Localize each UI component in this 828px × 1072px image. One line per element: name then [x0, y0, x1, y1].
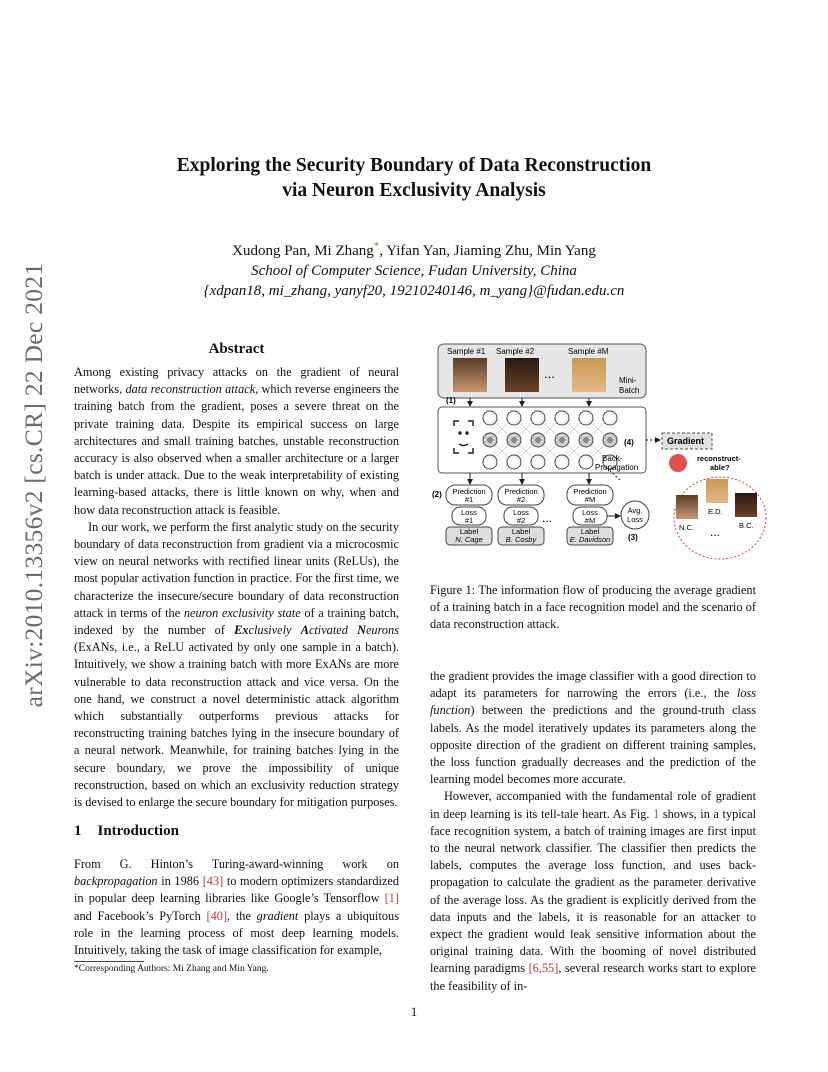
citation-link[interactable]: [6,: [528, 961, 542, 976]
section-heading-introduction: 1 Introduction: [74, 823, 179, 839]
svg-text:Avg.: Avg.: [627, 506, 643, 515]
svg-text:#1: #1: [464, 495, 474, 504]
abstract-paragraph-2: In our work, we perform the first analytic study on the security boundary of data reconstruction from gradient via a microcosmic view on neural networks with rectified linear units (ReLUs), the most popular activation function in practice. For the first time, we characterize the insecure/secure boundary of data reconstruction attack in terms of the neuron exclusivity state of a training batch, indexed by the number of Exclusively Activated Neurons (ExANs, i.e., a ReLU activated by only one sample in a batch). Intuitively, we show a training batch with more ExANs are more vulnerable to data reconstruction attack and vice versa. On the one hand, we construct a novel deterministic attack algorithm which substantially outperforms previous attacks for reconstructing training batches lying in the insecure boundary of a neural network. Meanwhile, for training batches lying in the secure boundary, we prove the impossibility of unique reconstruction, based on which an exclusivity reduction strategy is devised to enlarge the secure boundary for mitigation purposes.: [74, 519, 399, 810]
svg-text:Loss: Loss: [627, 515, 643, 524]
figure-1: [430, 340, 770, 562]
citation-link[interactable]: [43]: [202, 874, 224, 889]
recon-ellipsis: ...: [710, 525, 721, 539]
svg-text:Label: Label: [511, 527, 531, 536]
loss-ellipsis: ...: [542, 511, 553, 525]
svg-text:Loss: Loss: [582, 508, 598, 517]
figure-caption: Figure 1: The information flow of producing the average gradient of a training batch in a face recognition model and the scenario of data reconstruction attack.: [430, 583, 756, 632]
title-line-2: via Neuron Exclusivity Analysis: [282, 180, 546, 201]
gradient-label: Gradient: [667, 436, 705, 446]
svg-text:Prediction: Prediction: [573, 487, 607, 496]
author-list: Xudong Pan, Mi Zhang*, Yifan Yan, Jiaming Zhu, Min Yang: [232, 240, 596, 259]
arxiv-stamp: arXiv:2010.13356v2 [cs.CR] 22 Dec 2021: [19, 262, 48, 708]
sample-2-label: Sample #2: [496, 347, 535, 356]
minibatch-label-2: Batch: [619, 386, 640, 395]
citation-link[interactable]: [1]: [384, 891, 399, 906]
recon-label-ed: E.D.: [708, 507, 723, 516]
svg-text:#M: #M: [584, 516, 596, 525]
svg-text:#M: #M: [584, 495, 596, 504]
face-image-2: [505, 358, 539, 392]
step-2: (2): [432, 490, 442, 499]
title-line-1: Exploring the Security Boundary of Data Reconstruction: [176, 155, 652, 176]
recon-face-ed: [706, 479, 728, 503]
svg-text:B. Cosby: B. Cosby: [505, 535, 537, 544]
svg-text:#2: #2: [516, 495, 526, 504]
intro-body: [74, 856, 399, 959]
right-column-body: [430, 668, 756, 995]
svg-text:Label: Label: [580, 527, 600, 536]
recon-label-nc: N.C.: [679, 523, 694, 532]
footnote: *Corresponding Authors: Mi Zhang and Min Yang.: [74, 964, 269, 974]
right-paragraph-2: However, accompanied with the fundamental role of gradient in deep learning is its tell-tale heart. As Fig. 1 shows, in a typical face recognition system, a batch of training images are first input to the neural network classifier. The classifier then predicts the labels, computes the average loss function, and uses back-propagation to calculate the gradient as the parameter derivative of the average loss. As the gradient is explicitly derived from the data inputs and the labels, it is reasonable for an attacker to expect the gradient would leak sensitive information about the original training data. With the booming of novel distributed learning paradigms [6,55], several research works start to explore the feasibility of in-: [430, 789, 756, 993]
paper-title: [0, 153, 828, 203]
backprop-label-1: Back-: [602, 454, 623, 463]
devil-icon: [669, 454, 687, 472]
ellipsis: ...: [544, 366, 555, 381]
svg-text:Loss: Loss: [461, 508, 477, 517]
reconstructable-label-1: reconstruct-: [697, 454, 741, 463]
face-image-m: [572, 358, 606, 392]
recon-face-nc: [676, 495, 698, 519]
svg-text:Loss: Loss: [513, 508, 529, 517]
figure-reference-link[interactable]: 1: [653, 806, 660, 821]
abstract-paragraph-1: Among existing privacy attacks on the gradient of neural networks, data reconstruction attack, which reverse engineers the training batch from the gradient, poses a severe threat on the private training data. Despite its empirical success on large architectures and small training batches, unstable reconstruction accuracy is also observed when a smaller architecture or a larger batch is under attack. Due to the weak interpretability of existing learning-based attacks, there is little known on why, when and how data reconstruction attack is feasible.: [74, 365, 400, 517]
svg-text:N. Cage: N. Cage: [455, 535, 483, 544]
backprop-label-2: Propagation: [595, 463, 639, 472]
svg-text:#2: #2: [516, 516, 526, 525]
sample-1-label: Sample #1: [447, 347, 486, 356]
affiliation: School of Computer Science, Fudan University, China: [251, 263, 577, 279]
reconstructable-label-2: able?: [710, 463, 730, 472]
sample-m-label: Sample #M: [568, 347, 609, 356]
step-1: (1): [446, 396, 456, 405]
abstract-body: [74, 364, 399, 811]
svg-text:#1: #1: [464, 516, 474, 525]
emails: {xdpan18, mi_zhang, yanyf20, 19210240146, m_yang}@fudan.edu.cn: [203, 283, 625, 299]
svg-text:Prediction: Prediction: [504, 487, 538, 496]
footnote-rule: [74, 961, 144, 962]
step-4: (4): [624, 438, 634, 447]
right-paragraph-1: the gradient provides the image classifier with a good direction to adapt its parameters for narrowing the errors (i.e., the loss function) between the predictions and the ground-truth class labels. As the model iteratively updates its parameters along the opposite direction of the gradient on different training samples, the loss function gradually decreases and the prediction of the learning model becomes more accurate.: [430, 669, 756, 787]
step-3: (3): [628, 533, 638, 542]
corresponding-mark: *: [373, 240, 380, 252]
author-block: [0, 236, 828, 301]
intro-paragraph-1: From G. Hinton’s Turing-award-winning work on backpropagation in 1986 [43] to modern optimizers standardized in popular deep learning libraries like Google’s Tensorflow [1] and Facebook’s PyTorch [40], the gradient plays a ubiquitous role in the learning process of most deep learning models. Intuitively, taking the task of image classification for example,: [74, 857, 399, 958]
abstract-heading: Abstract: [208, 341, 265, 357]
citation-link[interactable]: 55]: [541, 961, 559, 976]
recon-face-bc: [735, 493, 757, 517]
svg-text:Label: Label: [459, 527, 479, 536]
svg-text:Prediction: Prediction: [452, 487, 486, 496]
face-image-1: [453, 358, 487, 392]
svg-text:E. Davidson: E. Davidson: [569, 535, 611, 544]
page-number: 1: [410, 1004, 418, 1019]
minibatch-label-1: Mini-: [619, 376, 637, 385]
recon-label-bc: B.C.: [739, 521, 754, 530]
citation-link[interactable]: [40]: [206, 908, 228, 923]
